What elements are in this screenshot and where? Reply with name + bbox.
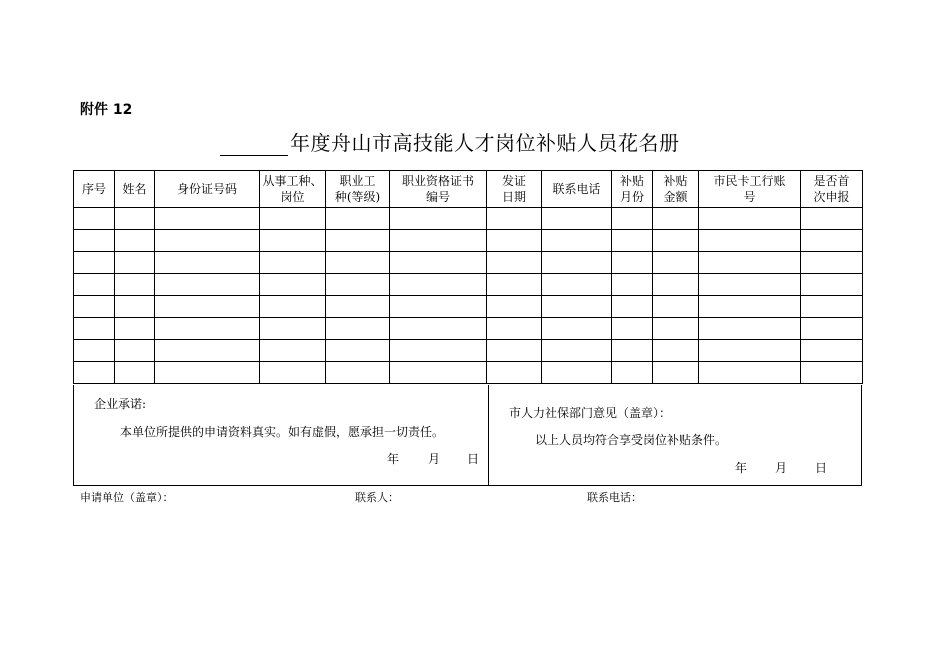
table-cell [801,296,863,318]
table-cell [390,274,487,296]
table-cell [115,362,155,384]
table-cell [612,230,653,252]
title-area [220,122,740,156]
table-cell [260,296,326,318]
table-cell [326,252,390,274]
table-cell [74,208,115,230]
year-blank-line [220,129,288,156]
table-cell [115,340,155,362]
table-cell [612,318,653,340]
table-cell [74,318,115,340]
table-cell [542,362,612,384]
table-cell [74,230,115,252]
footer-applicant: 申请单位（盖章）： [80,491,174,504]
table-cell [612,296,653,318]
table-cell [542,252,612,274]
table-cell [542,274,612,296]
table-cell [653,274,699,296]
table-cell [390,230,487,252]
table-cell [699,230,801,252]
table-cell [260,230,326,252]
table-cell [542,208,612,230]
table-cell [699,318,801,340]
table-cell [115,274,155,296]
table-row [74,340,863,362]
table-row [74,252,863,274]
header-cell: 职业工 种(等级) [326,171,390,208]
table-cell [801,230,863,252]
table-cell [326,340,390,362]
table-cell [542,230,612,252]
header-cell: 是否首 次申报 [801,171,863,208]
table-cell [653,318,699,340]
hr-dept-heading: 市人力社保部门意见（盖章）： [509,406,672,420]
table-cell [542,296,612,318]
header-cell: 序号 [74,171,115,208]
table-cell [326,274,390,296]
table-cell [115,208,155,230]
table-cell [612,362,653,384]
table-cell [390,340,487,362]
table-cell [155,274,260,296]
header-cell: 补贴 金额 [653,171,699,208]
header-cell: 从事工种、 岗位 [260,171,326,208]
table-cell [801,340,863,362]
table-cell [653,362,699,384]
table-cell [390,362,487,384]
table-cell [74,252,115,274]
table-header-row [74,171,863,208]
enterprise-statement: 本单位所提供的申请资料真实。如有虚假，愿承担一切责任。 [120,425,445,439]
table-cell [115,296,155,318]
table-cell [801,274,863,296]
header-cell: 职业资格证书 编号 [390,171,487,208]
table-row [74,296,863,318]
table-cell [260,274,326,296]
table-cell [487,230,542,252]
table-cell [801,318,863,340]
table-cell [155,340,260,362]
table-cell [653,252,699,274]
table-cell [260,340,326,362]
table-cell [801,208,863,230]
table-cell [155,230,260,252]
table-cell [260,208,326,230]
page-title: 年度舟山市高技能人才岗位补贴人员花名册 [290,131,680,155]
header-cell: 联系电话 [542,171,612,208]
table-cell [390,318,487,340]
table-cell [653,296,699,318]
hr-dept-date-day: 日 [815,461,828,475]
table-cell [115,230,155,252]
table-cell [390,208,487,230]
header-cell: 身份证号码 [155,171,260,208]
table-cell [115,252,155,274]
table-cell [699,252,801,274]
table-cell [487,274,542,296]
table-cell [612,274,653,296]
table-cell [74,340,115,362]
enterprise-date-year: 年 [387,452,400,466]
footer-phone: 联系电话： [587,491,642,504]
table-cell [326,208,390,230]
table-cell [699,208,801,230]
roster-table [73,170,863,384]
table-cell [487,340,542,362]
table-cell [801,362,863,384]
table-cell [487,208,542,230]
table-cell [155,208,260,230]
table-cell [653,208,699,230]
table-row [74,208,863,230]
table-cell [487,252,542,274]
table-cell [487,362,542,384]
table-cell [487,296,542,318]
table-cell [74,296,115,318]
table-cell [653,230,699,252]
table-cell [612,340,653,362]
hr-dept-date-year: 年 [735,461,748,475]
table-cell [74,362,115,384]
header-cell: 补贴 月份 [612,171,653,208]
table-cell [390,252,487,274]
table-cell [260,252,326,274]
table-row [74,318,863,340]
enterprise-heading: 企业承诺: [94,397,147,411]
table-cell [155,296,260,318]
header-cell: 发证 日期 [487,171,542,208]
hr-dept-statement: 以上人员均符合享受岗位补贴条件。 [535,433,728,447]
table-cell [801,252,863,274]
footer-contact: 联系人： [355,491,399,504]
table-cell [612,208,653,230]
table-cell [155,362,260,384]
header-cell: 姓名 [115,171,155,208]
table-cell [260,362,326,384]
table-cell [115,318,155,340]
table-row [74,362,863,384]
table-cell [487,318,542,340]
enterprise-date-day: 日 [467,452,480,466]
hr-dept-date-month: 月 [775,461,788,475]
table-row [74,230,863,252]
table-cell [699,274,801,296]
attachment-label: 附件 12 [80,102,133,118]
table-cell [326,230,390,252]
table-cell [155,252,260,274]
approval-section [73,385,862,486]
table-cell [542,318,612,340]
table-cell [542,340,612,362]
table-cell [699,362,801,384]
table-cell [612,252,653,274]
table-cell [155,318,260,340]
table-cell [326,296,390,318]
enterprise-date-month: 月 [428,452,441,466]
table-cell [260,318,326,340]
table-cell [74,274,115,296]
header-cell: 市民卡工行账 号 [699,171,801,208]
section-divider [488,385,489,485]
table-cell [390,296,487,318]
table-cell [699,296,801,318]
table-cell [653,340,699,362]
table-row [74,274,863,296]
table-cell [326,318,390,340]
table-cell [699,340,801,362]
table-cell [326,362,390,384]
